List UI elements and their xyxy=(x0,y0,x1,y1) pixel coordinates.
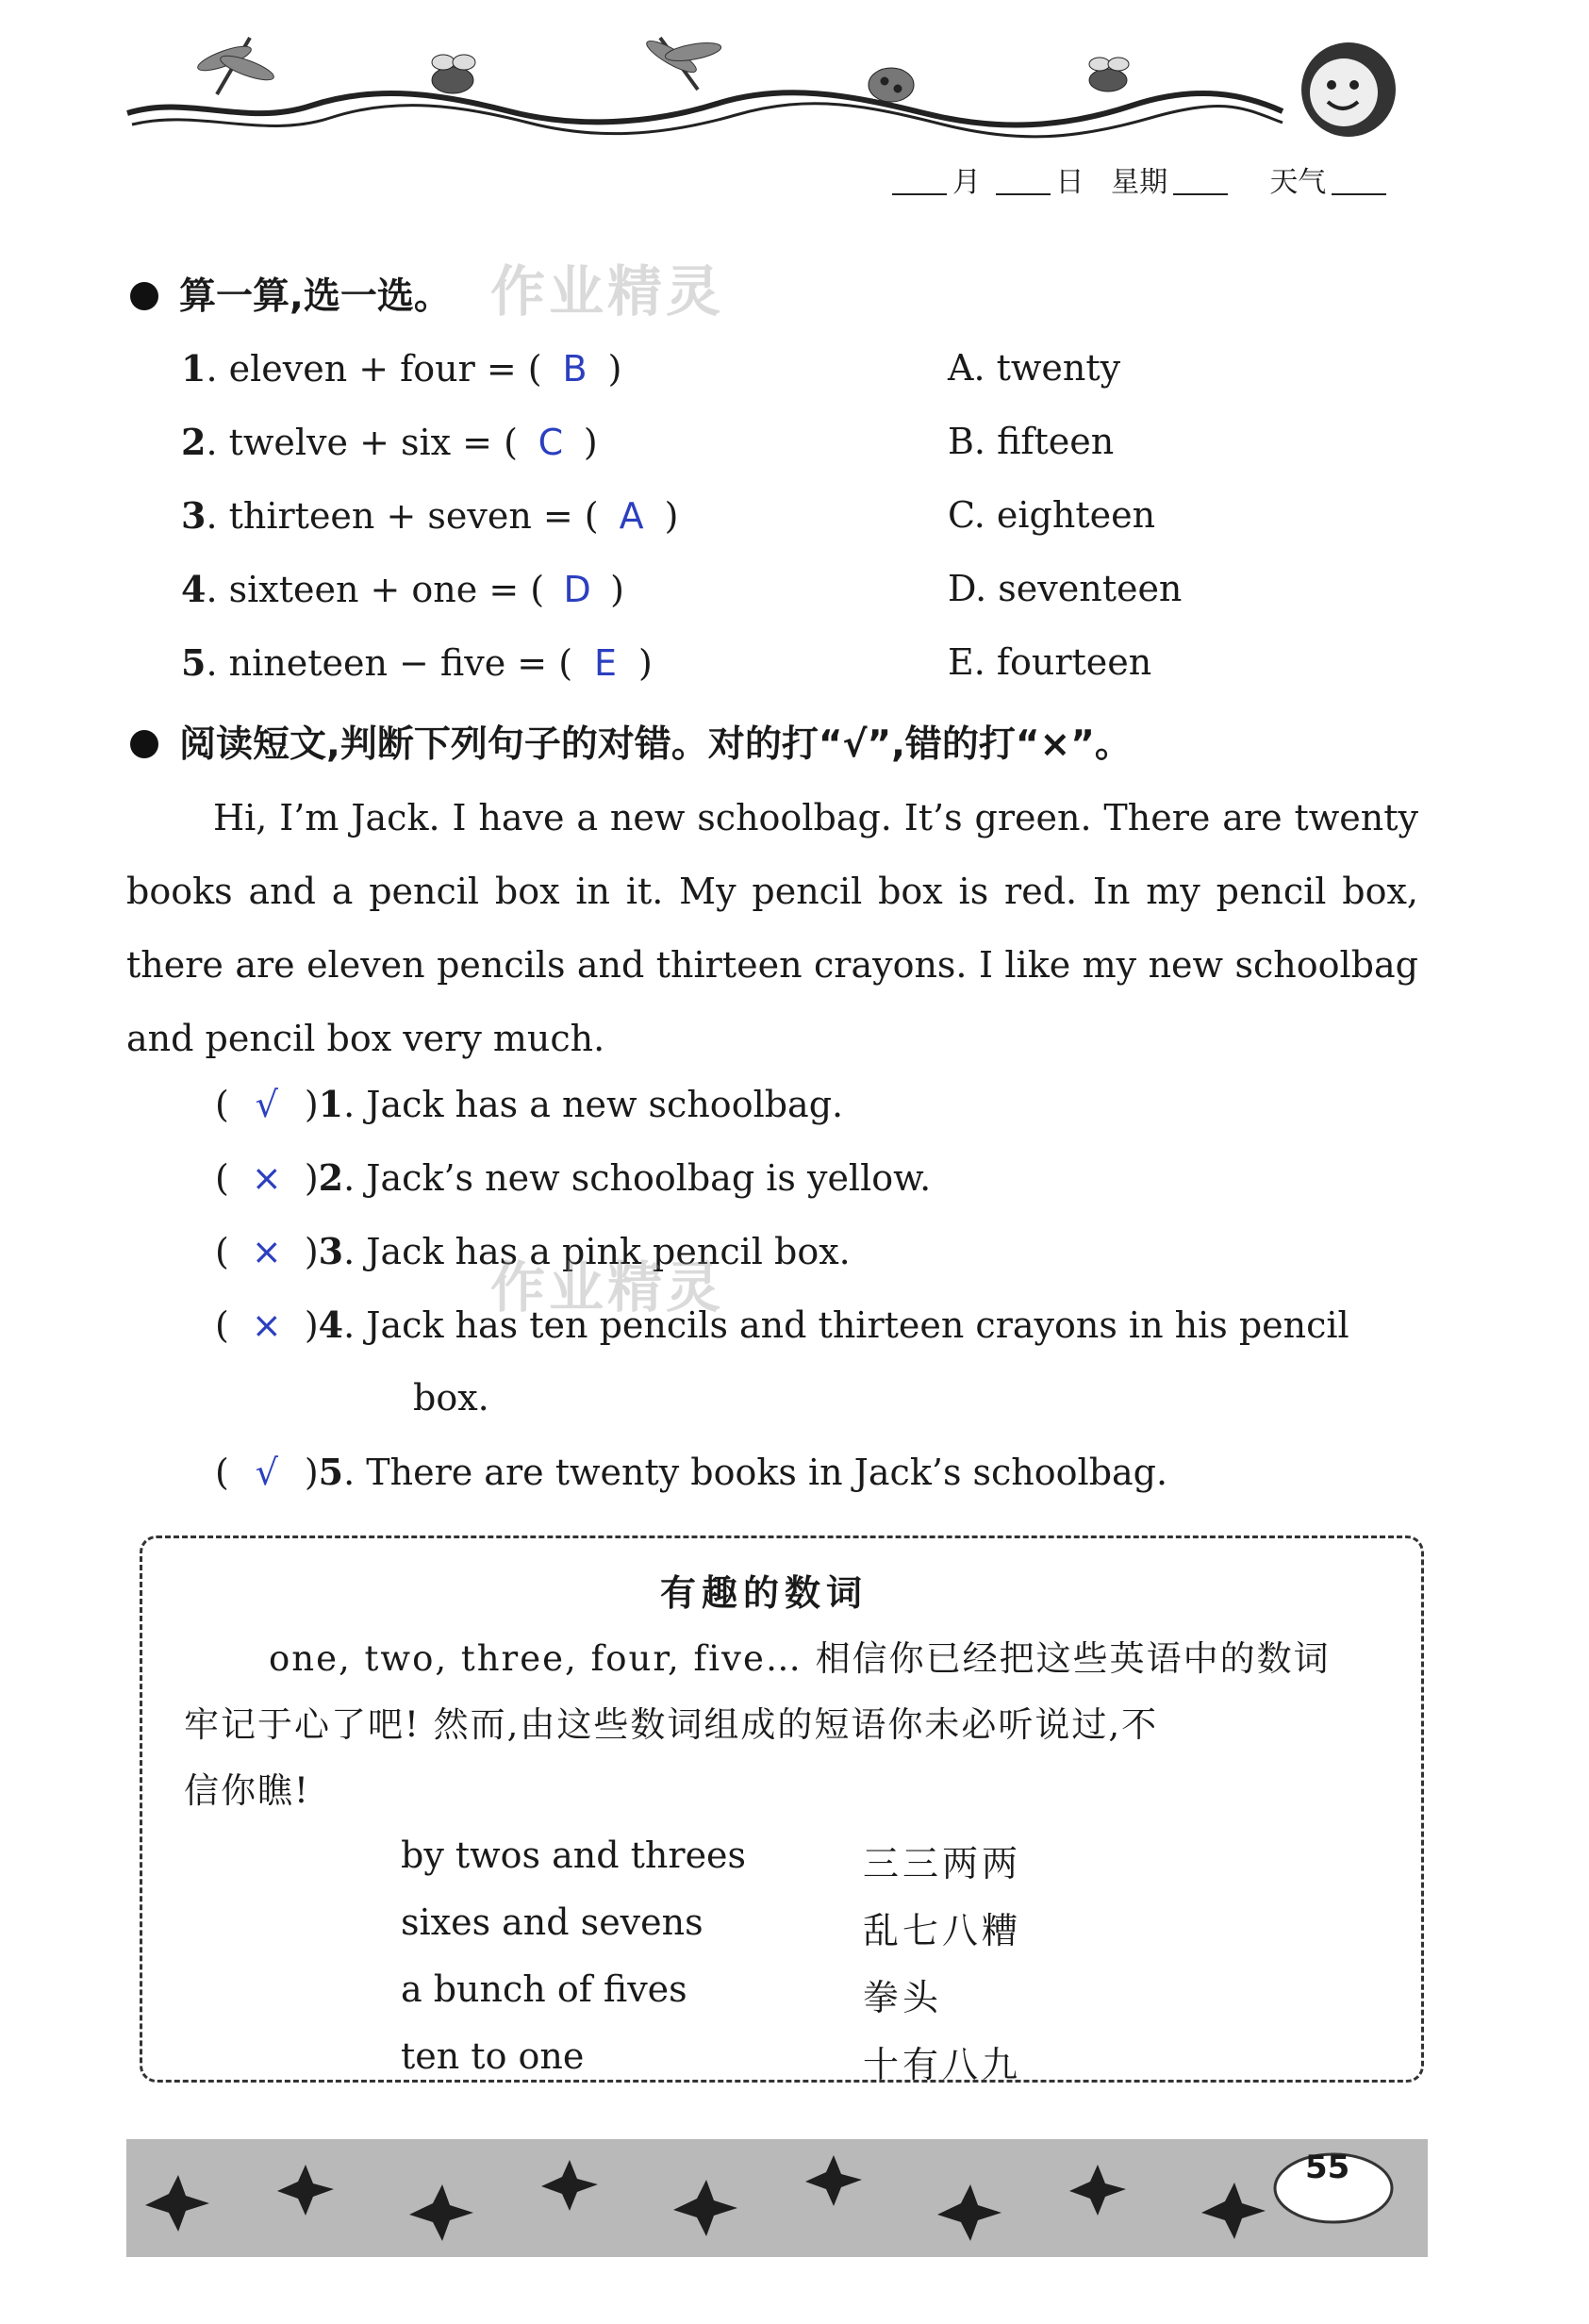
month-blank[interactable] xyxy=(892,193,947,195)
mark-1[interactable]: √ xyxy=(255,1084,278,1125)
watermark-logo: 作业精灵 xyxy=(490,1255,725,1320)
header-decoration xyxy=(0,0,1589,160)
wave-decoration xyxy=(127,92,1283,137)
statement-5: ( √ )5. There are twenty books in Jack’s schoolbag. xyxy=(215,1451,1168,1493)
equation-1: 1. eleven + four = ( B ) xyxy=(181,347,622,390)
weekday-label: 星期 xyxy=(1111,166,1168,199)
answer-3[interactable]: A xyxy=(619,495,644,537)
day-blank[interactable] xyxy=(996,193,1051,195)
answer-4[interactable]: D xyxy=(563,569,591,610)
footer-leaf-band xyxy=(126,2139,1428,2257)
phrase-en-2: sixes and sevens xyxy=(401,1901,703,1943)
statement-3: ( × )3. Jack has a pink pencil box. xyxy=(215,1230,851,1272)
option-b: B. fifteen xyxy=(948,421,1115,462)
answer-2[interactable]: C xyxy=(538,422,564,463)
section2-heading: 阅读短文,判断下列句子的对错。对的打“√”,错的打“×”。 xyxy=(130,715,1132,768)
option-e: E. fourteen xyxy=(948,641,1152,683)
weather-label: 天气 xyxy=(1269,166,1327,199)
mark-3[interactable]: × xyxy=(251,1231,282,1272)
fun-box-text-line1: one, two, three, four, five… 相信你已经把这些英语中的数词 xyxy=(269,1638,1331,1679)
answer-5[interactable]: E xyxy=(594,642,618,684)
statement-4: ( × )4. Jack has ten pencils and thirteen crayons in his pencil xyxy=(215,1303,1349,1346)
section1-heading: 算一算,选一选。 xyxy=(130,267,451,320)
phrase-cn-2: 乱七八糟 xyxy=(863,1910,1022,1951)
watermark-logo: 作业精灵 xyxy=(490,259,725,324)
phrase-en-4: ten to one xyxy=(401,2035,585,2077)
mark-2[interactable]: × xyxy=(251,1157,282,1199)
option-a: A. twenty xyxy=(948,347,1121,389)
fun-box-text-line3: 信你瞧! xyxy=(184,1770,310,1811)
mark-4[interactable]: × xyxy=(251,1304,282,1346)
fun-box-text-line2: 牢记于心了吧! 然而,由这些数词组成的短语你未必听说过,不 xyxy=(184,1704,1159,1745)
option-c: C. eighteen xyxy=(948,494,1156,536)
option-d: D. seventeen xyxy=(948,568,1183,609)
bee-icon xyxy=(1089,58,1129,91)
day-label: 日 xyxy=(1055,166,1084,199)
phrase-en-3: a bunch of fives xyxy=(401,1968,687,2010)
leaves-decoration xyxy=(126,2139,1428,2257)
equation-3: 3. thirteen + seven = ( A ) xyxy=(181,494,679,537)
phrase-en-1: by twos and threes xyxy=(401,1834,747,1876)
ladybug-icon xyxy=(869,68,914,102)
reading-passage: Hi, I’m Jack. I have a new schoolbag. It’s green. There are twenty books and a pencil box in it. My pencil box is red. In my pencil box, there are eleven pencils and thirteen crayons. I like my new schoolbag and pencil box very much. xyxy=(126,797,1418,1059)
mark-5[interactable]: √ xyxy=(255,1452,278,1493)
equation-2: 2. twelve + six = ( C ) xyxy=(181,421,598,463)
equation-5: 5. nineteen − five = ( E ) xyxy=(181,641,653,684)
statement-1: ( √ )1. Jack has a new schoolbag. xyxy=(215,1083,844,1125)
equation-4: 4. sixteen + one = ( D ) xyxy=(181,568,624,610)
statement-2: ( × )2. Jack’s new schoolbag is yellow. xyxy=(215,1156,932,1199)
answer-1[interactable]: B xyxy=(562,348,588,390)
bee-icon xyxy=(432,55,475,93)
fun-numbers-box xyxy=(140,1536,1424,2083)
phrase-cn-4: 十有八九 xyxy=(863,2044,1022,2085)
fun-box-title: 有趣的数词 xyxy=(660,1572,869,1614)
page-number: 55 xyxy=(1305,2149,1350,2186)
phrase-cn-1: 三三两两 xyxy=(863,1843,1022,1884)
sun-icon xyxy=(1301,42,1396,137)
statement-4-continuation: box. xyxy=(413,1377,489,1419)
month-label: 月 xyxy=(952,166,981,199)
bullet-icon xyxy=(130,730,158,758)
weather-blank[interactable] xyxy=(1332,193,1386,195)
dragonfly-icon xyxy=(643,36,722,90)
bullet-icon xyxy=(130,282,158,310)
weekday-blank[interactable] xyxy=(1173,193,1228,195)
dragonfly-icon xyxy=(195,38,276,94)
phrase-cn-3: 拳头 xyxy=(863,1977,943,2018)
date-weather-line xyxy=(886,158,1392,200)
